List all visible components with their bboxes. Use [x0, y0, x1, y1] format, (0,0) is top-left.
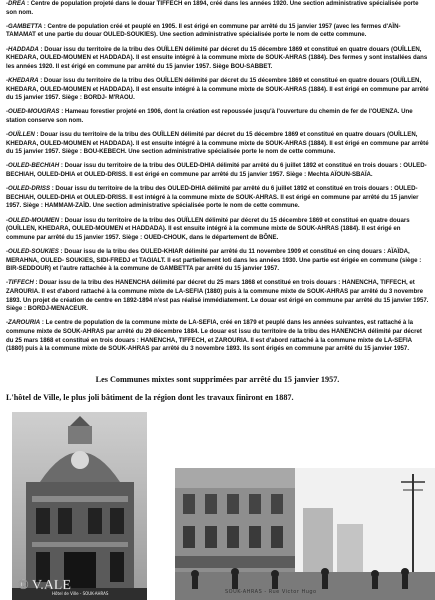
- commune-entry: [6, 162, 430, 179]
- commune-entry: [6, 131, 430, 157]
- svg-text:© V.ALE: © V.ALE: [18, 578, 71, 592]
- commune-name: -OULED-DRISS: [6, 185, 51, 193]
- commune-description: : Hameau forestier projeté en 1906, dont la création est repoussée jusqu'à l'ouverture du chemin de fer de l'OUENZA. Une station conserve son nom.: [6, 108, 413, 124]
- closing-note: Les Communes mixtes sont supprimées par arrêté du 15 janvier 1957.: [95, 375, 340, 384]
- commune-entry: [6, 46, 430, 72]
- commune-description: : Douar issu du territoire de la tribu des OUÏLLEN délimité par décret du 15 décembre 1869 et constitué en quatre douars (OUÏLLEN, KHEDARA, OULED-MOUMEN et HADDADA). Il est ensuite intégré à la commune mixte de SOUK-AHRAS (1884). Il est érigé en commune par arrêté du 15 janvier 1957. Siège : BOU-KEBECH. Une section administrative spécialisée porte le nom de cette commune.: [6, 131, 429, 156]
- commune-name: -ZAROURIA: [6, 319, 41, 327]
- commune-name: -OULED-SOUKIES: [6, 248, 59, 255]
- commune-description: : Douar issu de la tribu des OULED-KHIAR délimité par arrêté du 11 novembre 1909 et constitué en cinq douars : AÏAÏDA, MERAHNA, OULED- SOUKIES, SIDI-FREDJ et TAGIALT. Il est partiellement loti dans les années 1930. Une partie est érigée en commune (siège : BIR-SEDDOUR) et l'autre rattachée à la commune de GAMBETTA par arrêté du 15 janvier 1957.: [6, 248, 422, 273]
- commune-name: -KHEDARA: [6, 76, 39, 84]
- commune-name: -DREA: [6, 0, 26, 7]
- copyright-watermark: [18, 576, 88, 592]
- hotel-caption: L'hôtel de Ville, le plus joli bâtiment de la région dont les travaux finiront en 1887.: [6, 393, 294, 402]
- commune-entry: [6, 217, 430, 243]
- commune-entry: [6, 0, 430, 17]
- commune-entries: [6, 0, 430, 359]
- commune-entry: [6, 185, 430, 211]
- commune-description: : Centre de population créé et peuplé en 1905. Il est érigé en commune par arrêté du 15 janvier 1957 (avec les fermes d'AÏN-TAMAMAT et une partie du douar OULED-SOUKIES). Une section administrative spécialisée porte le nom de cette commune.: [6, 22, 401, 39]
- street-photo: [175, 468, 435, 600]
- commune-entry: [6, 319, 430, 353]
- commune-description: : Douar issu du territoire de la tribu des OUÏLLEN délimité par décret du 15 décembre 1869 et constitué en quatre douars (OUÏLLEN, KHEDARA, OULED-MOUMEN et HADDADA). Il est ensuite intégré à la commune mixte de SOUK-AHRAS (1884). Des fermes y sont installées dans les années 1920. Il est érigé en commune par arrêté du 15 janvier 1957. Siège BOU-SABBET.: [6, 45, 428, 70]
- commune-description: : Le centre de population de la commune mixte de LA-SEFIA, créé en 1879 et peuplé dans les années suivantes, est rattaché à la commune mixte de SOUK-AHRAS par arrêté du 29 décembre 1884. Le douar est issu du territoire de la tribu des HANENCHA délimité par décret du 25 mars 1868 et constitué en trois douars : HANENCHA, TIFFECH, et ZAROURIA. Il est d'abord rattaché à la commune mixte de LA-SEFIA (1880) puis à la commune mixte de SOUK-AHRAS par arrêté du 3 novembre 1893. Ils sont érigés en commune par arrêté du 15 janvier 1957.: [6, 319, 422, 353]
- street-illustration: [175, 468, 435, 600]
- commune-description: : Douar issu du territoire de la tribu des OULED-DHIA délimité par arrêté du 6 juillet 1892 et constitué en trois douars : OULED-BECHIAH, OULED-DHIA et OULED-DRISS. Il est intégré à la commune mixte de SOUK-AHRAS. Il est érigé en commune par arrêté du 15 janvier 1957. Siège : HAMMAM-ZAÏD. Une section administrative spécialisée porte le nom de cette commune.: [6, 185, 419, 210]
- commune-description: : Douar issu du territoire de la tribu des OUÏLLEN délimité par décret du 15 décembre 1869 et constitué en quatre douars (OUÏLLEN, KHEDARA, OULED-MOUMEN et HADDADA). Il est ensuite intégré à la commune mixte de SOUK-AHRAS (1884). Il est érigé en commune par arrêté du 15 janvier 1957. Siège : OUED-CHOUK, dans le département de BÔNE.: [6, 216, 410, 241]
- commune-name: -HADDADA: [6, 45, 39, 53]
- commune-name: -OULED-MOUMEN: [6, 216, 60, 224]
- town-hall-photo: [12, 412, 147, 600]
- commune-description: : Douar issu de la tribu des HANENCHA délimité par décret du 25 mars 1868 et constitué en trois douars : HANENCHA, TIFFECH, et ZAROURIA. Il est d'abord rattaché à la commune mixte de LA-SEFIA (1880) puis à la commune mixte de SOUK-AHRAS par arrêté du 3 novembre 1893. Un projet de création de centre en 1892-1894 n'est pas réalisé immédiatement. Le douar est érigé en commune par arrêté du 15 janvier 1957. Siège : BORDJ-MENACEUR.: [6, 279, 429, 313]
- street-photo-caption: SOUK-AHRAS - Rue Victor Hugo: [225, 589, 317, 595]
- commune-entry: [6, 77, 430, 103]
- commune-description: : Douar issu du territoire de la tribu des OUÏLLEN délimité par décret du 15 décembre 1869 et constitué en quatre douars (OUÏLLEN, KHEDARA, OULED-MOUMEN et HADDADA). Il est ensuite intégré à la commune mixte de SOUK-AHRAS (1884). Il est érigé en commune par arrêté du 15 janvier 1957. Siège : BORDJ- M'RAOU.: [6, 76, 429, 102]
- commune-entry: [6, 279, 430, 313]
- commune-description: : Douar issu du territoire de la tribu des OULED-DHIA délimité par arrêté du 6 juillet 1892 et constitué en trois douars : OULED-BECHIAH, OULED-DHIA et OULED-DRISS. Il est érigé en commune par arrêté du 15 janvier 1957. Siège : Mechta AÏOUN-SBAÏA.: [6, 162, 427, 179]
- commune-entry: [6, 108, 430, 125]
- commune-entry: [6, 248, 430, 274]
- commune-name: -OULED-BECHIAH: [6, 162, 60, 170]
- commune-name: -OUED-MOUGRAS: [6, 108, 60, 116]
- commune-description: : Centre de population projeté dans le douar TIFFECH en 1894, créé dans les années 1920. Une section administrative spécialisée porte son nom.: [6, 0, 419, 16]
- town-hall-photo-caption: Hôtel de Ville - SOUK-AHRAS: [52, 591, 109, 596]
- commune-name: -TIFFECH: [6, 279, 34, 287]
- commune-entry: [6, 23, 430, 40]
- commune-name: -GAMBETTA: [6, 22, 43, 30]
- commune-name: -OUÏLLEN: [6, 131, 35, 139]
- town-hall-illustration: [12, 412, 147, 600]
